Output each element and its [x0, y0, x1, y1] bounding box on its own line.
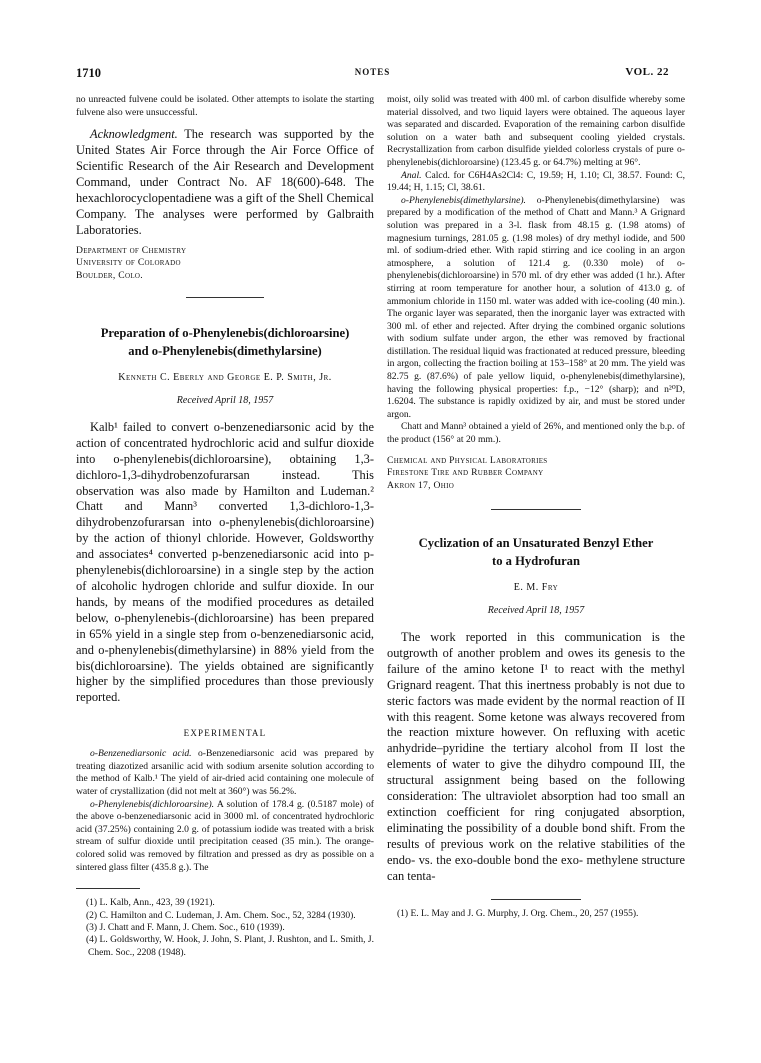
right-column [387, 94, 685, 920]
footnote: (2) C. Hamilton and C. Ludeman, J. Am. Chem. Soc., 52, 3284 (1930). [86, 910, 356, 921]
procedure-label: o-Phenylenebis(dichloroarsine). [90, 798, 215, 810]
procedure-text: o-Benzenediarsonic acid was prepared by treating diazotized arsanilic acid with sodium arsenite solution according to the method of Kalb.¹ The yield of air-dried acid containing one molecule of water of crystallization (did not melt at 360°) was 56.2%. [76, 748, 374, 798]
procedure-label: o-Phenylenebis(dimethylarsine). [401, 194, 526, 206]
affiliation-line: Akron 17, Ohio [387, 480, 455, 492]
running-header [76, 66, 669, 82]
procedure-paragraph-1 [76, 748, 374, 798]
title-line: and o-Phenylenebis(dimethylarsine) [128, 343, 322, 358]
affiliation-line: Department of Chemistry [76, 244, 187, 256]
experimental-heading: EXPERIMENTAL [183, 728, 267, 739]
analysis-label: Anal. [401, 169, 422, 181]
section-title: NOTES [354, 67, 391, 77]
footnote: (1) L. Kalb, Ann., 423, 39 (1921). [86, 898, 215, 909]
procedure-continuation: moist, oily solid was treated with 400 ml. of carbon disulfide whereby some material dissolved, and two liquid layers were obtained. The aqueous layer was separated and discarded. Evaporation of the remaining carbon disulfide solution on a water bath and subsequent cooling yielded crystals. Recrystallization from carbon disulfide yielded colorless crystals of pure o-phenylenebis(dichloroarsine) (123.45 g. or 64.7%) melting at 96°. [387, 94, 685, 168]
received-date-2: Received April 18, 1957 [487, 605, 585, 617]
left-column [76, 94, 374, 959]
analysis-paragraph [387, 170, 685, 195]
title-line: Preparation of o-Phenylenebis(dichloroarsine) [100, 325, 350, 340]
footnotes-1 [76, 897, 374, 959]
volume-label: VOL. 22 [625, 66, 669, 78]
procedure-label: o-Benzenediarsonic acid. [90, 748, 192, 760]
footnote-rule [76, 888, 140, 889]
received-date-1: Received April 18, 1957 [176, 394, 274, 406]
affiliation-line: Chemical and Physical Laboratories [387, 454, 548, 466]
affiliation-block-1 [76, 245, 374, 283]
procedure-paragraph-3 [387, 195, 685, 422]
acknowledgment-label: Acknowledgment. [90, 127, 178, 142]
title-line: Cyclization of an Unsaturated Benzyl Ether [418, 536, 654, 551]
article-author-2: E. M. Fry [513, 582, 559, 594]
footnote: (1) E. L. May and J. G. Murphy, J. Org. Chem., 20, 257 (1955). [397, 908, 639, 919]
procedure-paragraph-4: Chatt and Mann³ obtained a yield of 26%, and mentioned only the b.p. of the product (156° at 20 mm.). [387, 421, 685, 446]
acknowledgment-paragraph [76, 127, 374, 238]
footnote: (4) L. Goldsworthy, W. Hook, J. John, S. Plant, J. Rushton, and L. Smith, J. Chem. Soc., 2208 (1948). [86, 935, 374, 958]
previous-article-ending: no unreacted fulvene could be isolated. Other attempts to isolate the starting fulvene also were unsuccessful. [76, 94, 374, 118]
affiliation-line: Boulder, Colo. [76, 270, 143, 282]
page-number: 1710 [76, 66, 101, 80]
procedure-text: A solution of 178.4 g. (0.5187 mole) of the above o-benzenediarsonic acid in 3000 ml. of concentrated hydrochloric acid (37.25%) containing 2.0 g. of potassium iodide was treated with a brisk stream of sulfur dioxide until precipitation ceased (35 min.). The orange-colored solid was removed by filtration and pressed as dry as possible on a sintered glass filter (435.8 g.). The [76, 798, 374, 873]
article-authors-1: Kenneth C. Eberly and George E. P. Smith, Jr. [118, 371, 332, 383]
article-title-2 [387, 534, 685, 570]
article-title-1 [76, 324, 374, 360]
acknowledgment-text: The research was supported by the United States Air Force through the Air Force Office of Scientific Research of the Air Research and Development Command, under Contract No. AF 18(600)-648. The hexachlorocyclopentadiene was a gift of the Shell Chemical Company. The analyses were performed by Galbraith Laboratories. [76, 127, 374, 237]
footnote-rule [491, 899, 581, 900]
article-separator [491, 509, 581, 510]
affiliation-block-2 [387, 455, 685, 493]
analysis-text: Calcd. for C6H4As2Cl4: C, 19.59; H, 1.10; Cl, 38.57. Found: C, 19.44; H, 1.15; Cl, 38.61. [387, 169, 685, 194]
footnote: (3) J. Chatt and F. Mann, J. Chem. Soc., 610 (1939). [86, 922, 285, 933]
title-line: to a Hydrofuran [492, 554, 580, 569]
article-separator [186, 297, 264, 298]
procedure-paragraph-2 [76, 799, 374, 875]
affiliation-line: University of Colorado [76, 257, 181, 269]
affiliation-line: Firestone Tire and Rubber Company [387, 467, 544, 479]
article-body-1: Kalb¹ failed to convert o-benzenediarsonic acid by the action of concentrated hydrochloric acid and sulfur dioxide into o-phenylenebis(dichloroarsine), obtaining 1,3-dichloro-1,3-dihydrobenzofurarsan instead. This observation was also made by Hamilton and Ludeman.² Chatt and Mann³ converted 1,3-dichloro-1,3-dihydrobenzofurarsan into o-phenylenebis(dichloroarsine) by the action of thionyl chloride. However, Goldsworthy and associates⁴ converted p-benzenediarsonic acid into p-phenylenebis(dichloroarsine) in a single step by the action of alcoholic hydrogen chloride and sulfur dioxide. In our hands, by means of the modified procedures as detailed below, o-phenylenebis-(dichloroarsine) has been prepared in 65% yield in a single step from o-benzenediarsonic acid, and o-phenylenebis(dimethylarsine) in 88% yield from the bis(dichloroarsine). The yields obtained are significantly higher by the simplified procedures than those previously reported. [76, 419, 374, 705]
article-body-2: The work reported in this communication is the outgrowth of another problem and owes its genesis to the failure of the amino ketone I¹ to react with the methyl Grignard reagent. That this inertness probably is not due to steric factors was made evident by the normal reaction of II with this reagent. Some ketone was always recovered from the reaction mixture however. On refluxing with acetic anhydride–pyridine the tertiary alcohol from II lost the elements of water to give the dihydro compound III, the structural assignment being based on the following consideration: The ultraviolet absorption had too small an extinction coefficient for ring conjugated absorption, eliminating the possibility of a double bond shift. From the results of previous work on the relative stabilities of the endo- vs. the exo-double bond the exo- methylene structure can tenta- [387, 630, 685, 883]
procedure-text: o-Phenylenebis(dimethylarsine) was prepared by a modification of the method of Chatt and Mann.³ A Grignard solution was prepared in a 3-l. flask from 48.15 g. (1.98 atoms) of magnesium turnings, 281.05 g. (1.98 moles) of dry methyl iodide, and 500 ml. of sodium-dried ether. With rapid stirring and ice cooling in an argon atmosphere, a solution of 121.4 g. (0.330 mole) of o-phenylenebis(dichloroarsine) in 570 ml. of dry ether was added (1 hr.). After stirring at room temperature for another hour, a solution of 413.0 g. of ammonium chloride in 1150 ml. water was added with ice-cooling (40 min.). The organic layer was separated, then the inorganic layer was extracted with 300 ml. of ether and rejected. After drying the combined organic solutions with sodium sulfate under argon, the ether was removed by fractional distillation. The residual liquid was fractionated at reduced pressure, bleeding in argon, collecting the fraction boiling at 153–158° at 20 mm. The yield was 82.75 g. (87.6%) of pale yellow liquid, o-phenylenebis(dimethylarsine), having the following physical properties: f.p., −12° (sharp); and n²⁰D, 1.6204. The substance is rapidly oxidized by air, and must be stored under argon. [387, 194, 685, 420]
